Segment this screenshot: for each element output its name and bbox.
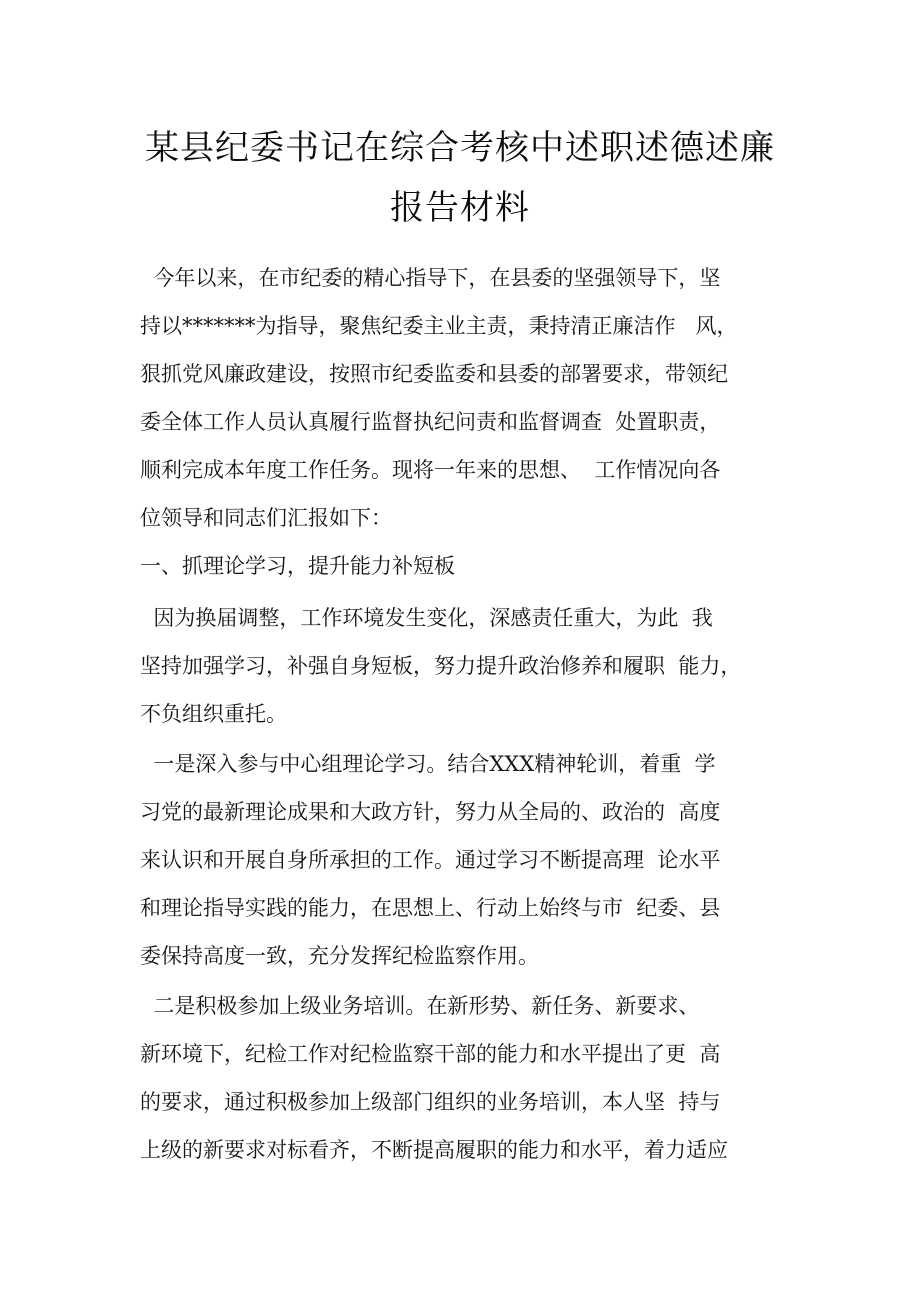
paragraph-line: 位领导和同志们汇报如下： [140,506,392,530]
paragraph-line: 坚持加强学习，补强自身短板，努力提升政治修养和履职 能力， [140,654,742,678]
paragraph-line: 上级的新要求对标看齐，不断提高履职的能力和水平，着力适应 [140,1138,728,1162]
paragraph-line: 习党的最新理论成果和大政方针，努力从全局的、政治的 高度 [140,800,721,824]
paragraph-line: 不负组织重托。 [140,702,287,726]
paragraph-line: 今年以来，在市纪委的精心指导下，在县委的坚强领导下，坚 [140,266,721,290]
paragraph-line: 委保持高度一致，充分发挥纪检监察作用。 [140,944,539,968]
paragraph-line: 顺利完成本年度工作任务。现将一年来的思想、 工作情况向各 [140,458,721,482]
paragraph-line: 新环境下，纪检工作对纪检监察干部的能力和水平提出了更 高 [140,1042,721,1066]
paragraph-line: 的要求，通过积极参加上级部门组织的业务培训，本人坚 持与 [140,1090,721,1114]
document-title-line-1: 某县纪委书记在综合考核中述职述德述廉 [145,128,775,168]
paragraph-line: 和理论指导实践的能力，在思想上、行动上始终与市 纪委、县 [140,896,721,920]
paragraph-line: 二是积极参加上级业务培训。在新形势、新任务、新要求、 [140,994,700,1018]
section-heading: 一、抓理论学习，提升能力补短板 [140,554,455,578]
paragraph-line: 持以*******为指导，聚焦纪委主业主责，秉持清正廉洁作 风， [140,314,738,338]
paragraph-line: 狠抓党风廉政建设，按照市纪委监委和县委的部署要求，带领纪 [140,362,728,386]
paragraph-line: 来认识和开展自身所承担的工作。通过学习不断提高理 论水平 [140,848,721,872]
paragraph-line: 因为换届调整，工作环境发生变化，深感责任重大，为此 我 [140,606,713,630]
document-title-line-2: 报告材料 [390,188,530,228]
paragraph-line: 委全体工作人员认真履行监督执纪问责和监督调查 处置职责， [140,410,721,434]
paragraph-line: 一是深入参与中心组理论学习。结合XXX精神轮训，着重 学 [140,752,716,776]
